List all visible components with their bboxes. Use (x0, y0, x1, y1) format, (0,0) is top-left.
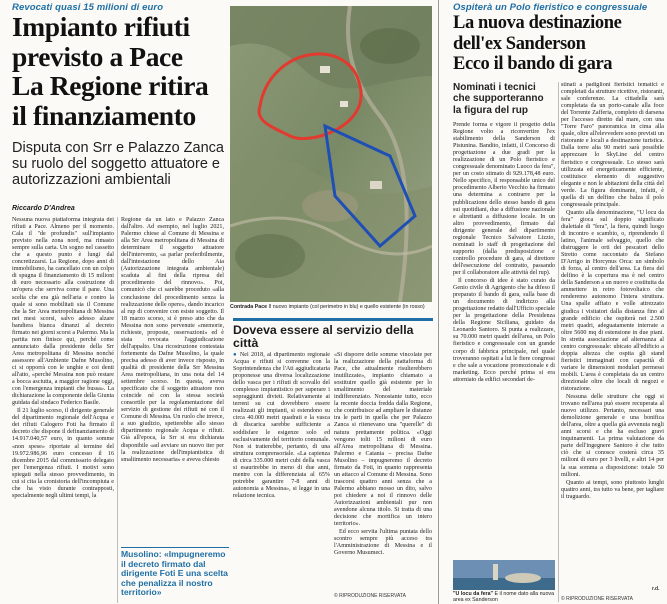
render-caption-text: E il nome dato alla nuova area ex Sanderson (453, 591, 555, 603)
box-body-col-2 (334, 352, 432, 590)
left-headline-line-4: il finanziamento (12, 99, 196, 131)
right-body-col-2 (561, 82, 664, 584)
paragraph: Prende forma e vigore il progetto della Regione volto a riconvertire l'ex stabilimento della Sanderson di Pistunina. Bandito, infatti, il Concorso di progettazione a due gradi per la realizzazione di un Polo fieristico e congressuale denominato Luoco da fera", per un costo stimato di 929.178,48 euro. Nello specifico, il responsabile unico del procedimento Alberto Vecchio ha firmato una determina a contrarre per la pubblicazione dello stesso bando di gara sui quotidiani, due a diffusione nazionale e altrettanti a diffusione locale. In un altro provvedimento, firmato dal dirigente generale del dipartimento regionale Tecnico Salvatore Lizzio, nominati lo staff di progettazione del supporto (dalla predisposizione e controllo procedure di gara, al direttore dell'esecuzione del contratto, passando per il collaboratore alle attività del rup). (453, 122, 555, 276)
section-divider (438, 0, 439, 604)
aerial-photo (230, 6, 432, 302)
photo-caption-text: Il nuovo impianto (col perimetro in blu) e quello esistente (in rosso) (268, 304, 425, 310)
photo-caption-bold: Contrada Pace (230, 304, 268, 310)
photo-caption (230, 304, 434, 310)
paragraph: Nessuna delle strutture che oggi si trovano nell'area può essere recuperata al nuovo utilizzo. Pertanto, necessari una demolizione generale e una bonifica dell'area, oltre a quella già avvenuta negli anni scorsi e che ha escluso gravi inquinamenti. La prima valutazione da parte dell'ingegnere Santoro è che tutto ciò che si conosce costerà circa 35 milioni di euro per 3 livelli, e altri 14 per la sua somma a disposizione: totale 50 milioni. (561, 394, 664, 478)
right-deck (453, 82, 553, 116)
right-headline (453, 13, 665, 75)
render-caption-bold: "U locu da fera" (453, 591, 494, 597)
right-deck-line-3: la figura del rup (453, 104, 529, 116)
right-headline-line-2: dell'ex Sanderson (453, 33, 586, 54)
right-headline-line-3: Ecco il bando di gara (453, 54, 613, 74)
paragraph: Nessuna nuova piattaforma integrata dei rifiuti a Pace. Almeno per il momento. Cala il "de profundis" sull'impianto previsto nella zona nord, ma rimasto sempre sulla carta. Un sogno nel cassetto che a questo punto è lungi dal concretizzarsi. La Regione, dopo anni di immobilismo, ha cancellato con un colpo di spugna il finanziamento di 15 milioni di euro necessario alla costruzione di un'opera che serviva come il pane. Una scelta che era già nell'aria e contro la quale si sono mobilitati sia il Comune che la Srr Area metropolitana di Messina nei mesi scorsi, salvo adesso alzare bandiera bianca dinanzi al decreto firmato nei giorni scorsi a Palermo. Ma la partita non finisce qui, perché come annunciato dalla presidente della Srr Area metropolitana di Messina nonché assessore all'Ambiente Dafne Musolino, ci si opporrà con le unghie e coi denti all'atto, «perché Messina non può restare a bocca asciutta, a maggior ragione oggi, con l'emergenza impianti che bussa». La dichiarazione la componente della Giunta guidata dal sindaco Federico Basile. (12, 217, 114, 407)
left-headline-line-1: Impianto rifiuti (12, 11, 190, 42)
right-deck-line-1: Nominati i tecnici (453, 82, 536, 93)
left-subhead: Musolino: «Impugneremo il decreto firmato dal dirigente Foti E una scelta che penalizza il nostro territorio» (121, 549, 228, 598)
box-top-rule (233, 318, 433, 321)
paragraph: ● Nel 2018, al dipartimento regionale Acqua e rifiuti si convenne con la Soprintendenza che l'Ati aggiudicataria proponesse una diversa localizzazione dello vasca per i rifiuti di scovallo del complesso impiantistico per superare i sopraggiunti divieti. Relativamente ai terreni su cui dovrebbero essere realizzati gli impianti, si estendono su circa 40.000 metri quadrati e la vasca di discarica sarebbe sufficiente a soddisfare le esigenze solo ed esclusivamente del territorio comunale. Non si tratterebbe, pertanto, di una struttura comprensoriale. «La capienza di circa 335.000 metri cubi della vasca si esaurirebbe in meno di due anni, mentre con la differenziata al 65% potrebbe garantire 7-8 anni di autonomia a Messina», si legge in una relazione tecnica. (233, 352, 330, 499)
right-kicker: Ospiterà un Polo fieristico e congressuale (453, 2, 648, 13)
box-paragraph-text: Nel 2018, al dipartimento regionale Acqua e rifiuti si convenne con la Soprintendenza che l'Ati aggiudicataria proponesse una diversa localizzazione dello vasca per i rifiuti di scovallo del complesso impiantistico per superare i sopraggiunti divieti. Relativamente ai terreni su cui dovrebbero essere realizzati gli impianti, si estendono su circa 40.000 metri quadrati e la vasca di discarica sarebbe sufficiente a soddisfare le esigenze solo ed esclusivamente del territorio comunale. Non si tratterebbe, pertanto, di una struttura comprensoriale. «La capienza di circa 335.000 metri cubi della vasca si esaurirebbe in meno di due anni, mentre con la differenziata al 65% potrebbe garantire 7-8 anni di autonomia a Messina», si legge in una relazione tecnica. (233, 352, 330, 499)
box-title: Doveva essere al servizio della città (233, 323, 414, 350)
paragraph: Ed ecco servita l'ultima puntata dello scontro sempre più acceso tra l'Amministrazione di Messina e il Governo Musumeci. (334, 529, 432, 557)
column-divider (117, 217, 118, 603)
render-caption (453, 591, 557, 603)
aerial-map-image (230, 6, 432, 302)
paragraph: «Si disporre delle somme vincolate per la realizzazione della piattaforma di Pace, che attualmente risulterebbero inutilizzate», impianto chiamato a sostituire quello già esistente per lo smaltimento del materiale indifferenziato. Nonostante tutto, ecco la recente doccia fredda dalla Regione, che contribuisce ad ampliare le distanze tra le parti in quella che per Palazzo Zanca si ritenevano una "querelle" di natura prettamente politica. «Oggi vengono tolti 15 milioni di euro all'Area metropolitana di Messina. Palermo e Catania – precisa Dafne Musolino – impugneremo il decreto firmato da Foti, in quanto rappresenta un attacco al Comune di Messina. Sono trascorsi quattro anni senza che a Palermo abbiano mosso un dito, salvo poi chiedere a noi il rinnovo delle Autorizzazioni ambientali pur non avendone alcuna titolo. Si tratta di una decisione che mortifica un intero territorio». (334, 352, 432, 528)
left-body-col-2 (121, 217, 224, 540)
paragraph: Il concorso di idee è stato curato da Genio civile di Agrigento che ha difeso il preparato il bando di gara, sulla base di un documento di indirizzo alla progettazione redatto dall'Ufficio speciale per la progettazione della Presidenza della Regione Siciliana, guidato da Leonardo Santoro. Si punta a realizzare, su 70.000 metri quadri dell'area, un Polo fieristico e congressuale con un grande corpo di fabbrica principale, nel quale troveranno ospitati a lui le fiere congressi e che sale a vocazione promozionale e di marketing. Ecco perché prima si era attorniato da edifici secondari de- (453, 278, 555, 383)
render-image (453, 560, 555, 590)
left-headline-line-3: La Regione ritira (12, 70, 209, 101)
left-body-col-1 (12, 217, 114, 603)
paragraph: Il 21 luglio scorso, il dirigente generale del dipartimento regionale dell'Acqua e dei rifiuti Calogero Foti ha firmato il decreto che dispone il definanziamento di 14.917.040,57 euro, in quanto somme «non spese» riportate al termine del 19.972.986,96 euro concesso il 16 dicembre 2015 dal commissario delegato per l'emergenza rifiuti. I motivi sono spiegati nella stesso provvedimento, in cui si cita la cronistoria dell'incompiuta e che ha visto durante contrapposti, specialmente negli ultimi tempi, la (12, 408, 114, 499)
right-headline-line-1: La nuova destinazione (453, 13, 622, 33)
left-kicker: Revocati quasi 15 milioni di euro (12, 2, 164, 13)
right-deck-line-2: che supporteranno (453, 93, 544, 105)
paragraph: Regione da un lato e Palazzo Zanca dall'altro. Ad esempio, nel luglio 2021, Palermo chiese al Comune di Messina e alla Srr Area metropolitana di Messina di determinare il soggetto attuatore dell'intervento, «a parlar preferibilmente, dall'intestazione dello Aia (Autorizzazione integrata ambientale) scaduta al fini della ripresa del procedimento del rinnovo». Poi, comunicò che ci sarebbe proceduto «alla conclusione del procedimento senza la realizzazione delle opere», dando incarico al rup di convenire con esiste soggetto. Il 18 marzo scorso, si è preso atto che da Messina non sono pervenute «memorie, richieste, proposte, osservazioni» ed è stata revocata l'aggiudicazione dell'appalto. Una ricostruzione contestata fortemente da Dafne Musolino, la quale precisa adesso di aver invece risposto, in qualità di presidente della Srr Messina Area metropolitana, in una nota del 14 settembre scorso. In questa, aveva specificato che il soggetto attuatore non coincide né con la stessa società consortile per la regolamentazione del servizio di gestione dei rifiuti né con il Comune di Messina. Un ruolo che invece, a suo giudizio, spetterebbe allo stesso dipartimento regionale Acqua e rifiuti. Già all'epoca, la Srr si era dichiarata disponibile «ad avviare un nuovo iter per la realizzazione dell'impiantistica di smaltimento necessaria» e aveva chiesto (121, 217, 224, 463)
left-headline-line-2: previsto a Pace (12, 40, 183, 72)
left-deck: Disputa con Srr e Palazzo Zanca su ruolo del soggetto attuatore e autorizzazioni ambientali (12, 140, 224, 188)
paragraph: stinati a padiglioni fieristici tematici e completati da strutture ricettive, ristoranti, sale conferenze. La cittadella sarà completata da un porto-canale alla foce del Torrente Zafferia, completo di darsena per l'accesso diretto dal mare, con una "Torre Faro" panoramica in cima alla quale, oltre all'elevvedere sono previsti un ristorante e locali a destinazione turistica. Dalla torre alta 90 metri sarà possibile apprezzare lo SkyLine del centro fieristico e congressuale. Lo stesso sarà utilizzata ed energeticamente efficiente, costituisce elemento di suggestivo elegante e non le abitazioni della città del verde. La figura dominante, infatti, è quella di un delfino che balza il polo congressuale principale. (561, 82, 664, 208)
right-sign: r.d. (652, 586, 660, 592)
render-photo (453, 560, 555, 590)
right-body-col-1 (453, 122, 555, 557)
column-divider (558, 82, 559, 602)
box-body-col-1 (233, 352, 330, 600)
paragraph: Quanto ai tempi, sono piuttosto lunghi quattro anni, tra tutto va bene, per tagliare il traguardo. (561, 479, 664, 500)
right-signature: © RIPRODUZIONE RISERVATA (561, 596, 633, 602)
left-byline: Riccardo D'Andrea (12, 205, 75, 212)
paragraph: Quanto alla denominazione, "U locu da fera" gioca sul doppio significato dialettale di "fera", la fiera, quindi luogo di incontro e scambio, o, riprendendo il latino, l'animale selvaggio, quello che distruggere le orti dei pescatori dello Stretto come raccontato da Stefano D'Arrigo in Horcynus Orca: un simbolo di forza, al centro dell'area. La fiera del delfino è la copertura ma è nel centro della Sanderson a un nuovo e costituita da ammettere in retro fotovoltaico che renderemo autonomo l'intera struttura. Una spalle affiato e volle attrezzato giudica i visitatori dalla distanza fino al grande edificio che ospiterà nei 2.500 metri quadri, adeguatamente interrate a oltre 5600 mq di estensione in due piani. In stretta associazione ad alternanza al centro congressuale: ubicato all'edificio a doppia altezza che ospita gli stand fieristici immaginati con capacità di variare le dimensioni modulari permessi mobili. L'area è completata da un centro direzionale oltre che locali di negozi e ristorazione. (561, 209, 664, 393)
subhead-rule (121, 547, 229, 548)
box-signature: © RIPRODUZIONE RISERVATA (334, 593, 406, 599)
left-headline (12, 12, 220, 130)
